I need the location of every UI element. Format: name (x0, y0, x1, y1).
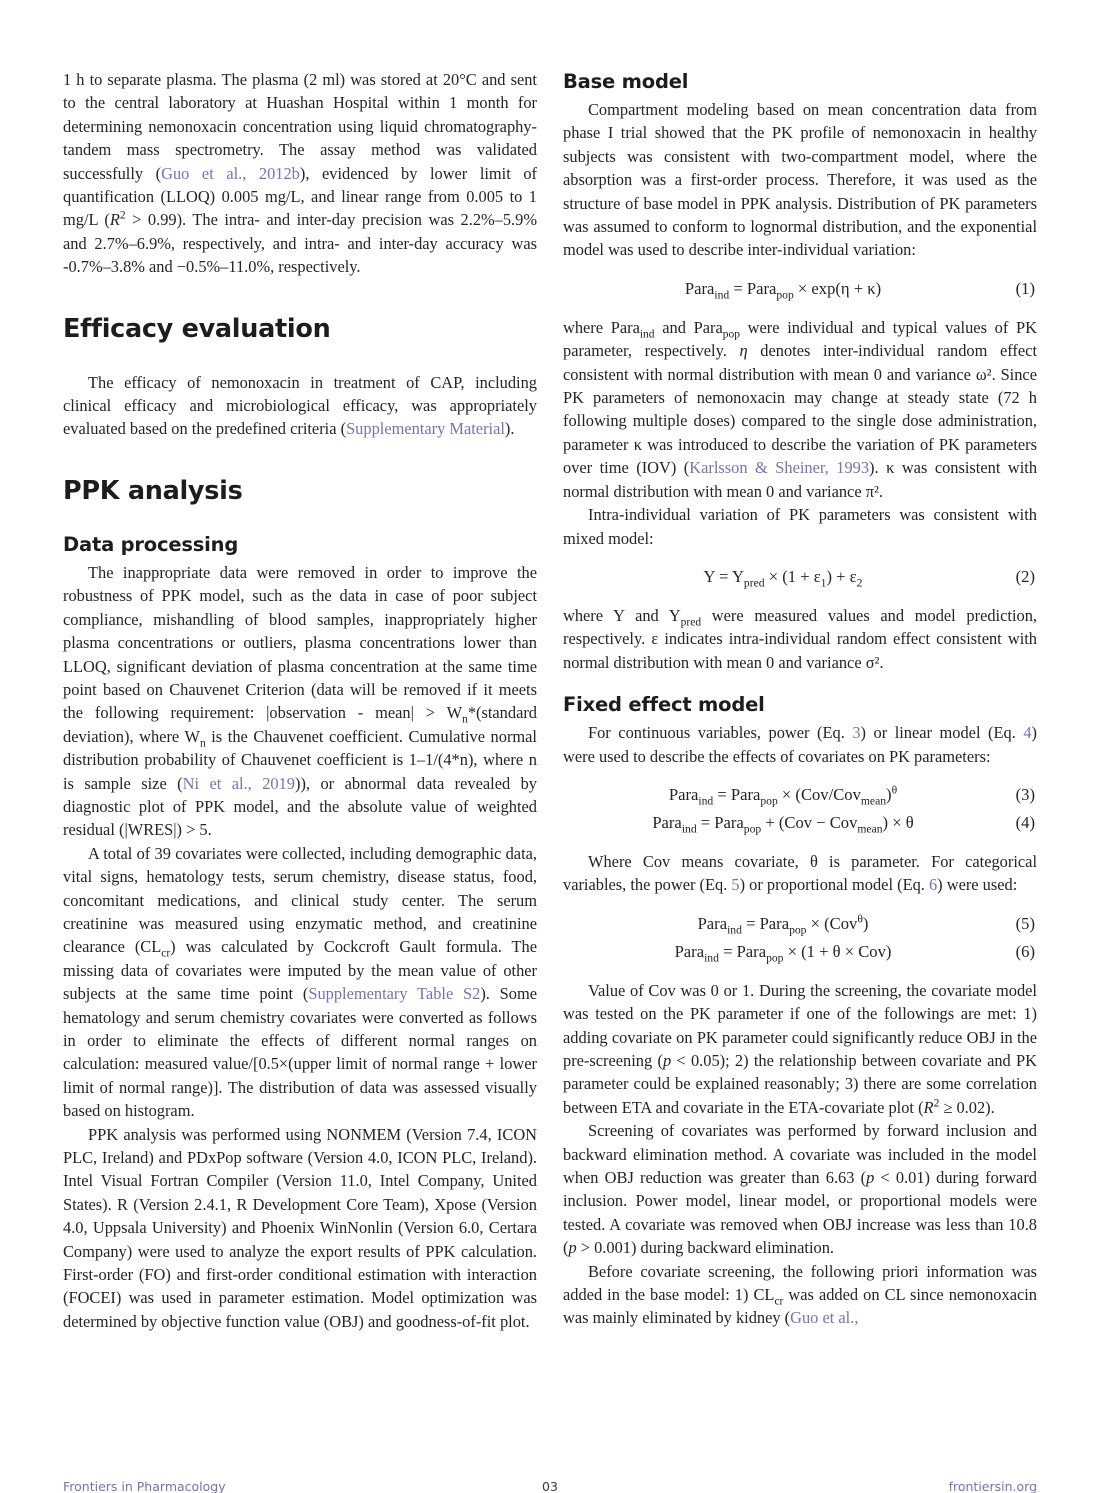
citation-link[interactable]: 4 (1023, 723, 1032, 743)
equation-body: Para$_{ind}$ = Para$_{pop}$ × (Cov$^\theta$) (697, 912, 869, 937)
paragraph: Intra-individual variation of PK parameters was consistent with mixed model: (563, 505, 1037, 548)
equation (563, 783, 1037, 807)
right-column (563, 68, 1037, 1333)
paragraph: A total of 39 covariates were collected, including demographic data, vital signs, hematology tests, serum chemistry, disease status, food, concomitant medications, and clinical study center. The serum creatinine was measured using enzymatic method, and creatinine clearance $(CL_{cr})$ was calculated by Cockcroft Gault formula. The missing data of covariates were imputed by the mean value of other subjects at the same time point (Supplementary Table S2). Some hematology and serum chemistry covariates were converted as follows in order to eliminate the effects of different normal ranges on calculation: measured value/[0.5×(upper limit of normal range + lower limit of normal range)]. The distribution of data was assessed visually based on histogram. (63, 843, 537, 1121)
subsection-heading-base-model: Base model (563, 70, 689, 93)
page-footer (63, 1479, 1037, 1493)
citation-link[interactable]: Supplementary Table S2 (308, 984, 481, 1004)
citation-link[interactable]: 5 (731, 875, 740, 895)
equation-number: (4) (1015, 812, 1035, 832)
paragraph: The efficacy of nemonoxacin in treatment of CAP, including clinical efficacy and microbiological efficacy, was appropriately evaluated based on the predefined criteria (Supplementary Material). (63, 372, 537, 439)
equation-number: (1) (1015, 278, 1035, 298)
footer-website-link[interactable]: frontiersin.org (948, 1479, 1038, 1493)
paragraph: The inappropriate data were removed in order to improve the robustness of PPK model, such as the data in case of poor subject compliance, mishandling of blood samples, inappropriately higher plasma concentrations or outliers, plasma concentrations lower than LLOQ, significant deviation of plasma concentration at the same time point based on Chauvenet Criterion (data will be removed if it meets the following requirement: |observation - mean| > $W_n*(standard$ deviation), where $W_n$ is the Chauvenet coefficient. Cumulative normal distribution probability of Chauvenet coefficient is 1–1/(4*n), where n is sample size (Ni et al., 2019)), or abnormal data revealed by diagnostic plot of PPK model, and the absolute value of weighted residual (|WRES|) > 5. (63, 562, 538, 840)
footer-page-number: 03 (542, 1479, 558, 1493)
subsection-heading-fixed-effect-model: Fixed effect model (563, 693, 765, 717)
citation-link[interactable]: 3 (852, 723, 861, 743)
citation-link[interactable]: Ni et al., 2019 (182, 773, 296, 793)
paragraph: For continuous variables, power (Eq. 3) or linear model (Eq. 4) were used to describe the effects of covariates on PK parameters: (563, 723, 1037, 766)
equation-body: Para$_{ind}$ = Para$_{pop}$ × (1 + θ × Cov) (674, 941, 892, 965)
paragraph: PPK analysis was performed using NONMEM (Version 7.4, ICON PLC, Ireland) and PDxPop software (Version 4.0, ICON PLC, Ireland). Intel Visual Fortran Compiler (Version 11.0, Intel Company, United States). R (Version 2.4.1, R Development Core Team), Xpose (Version 4.0, Uppsala University) and Phoenix WinNonlin (Version 6.0, Certara Company) were used to analyze the export results of PPK calculation. First-order (FO) and first-order conditional estimation with interaction (FOCEI) was used in parameter estimation. Model optimization was determined by objective function value (OBJ) and goodness-of-fit plot. (63, 1124, 537, 1331)
section-heading-ppk-analysis: PPK analysis (63, 475, 243, 506)
equation-body: Para$_{ind}$ = Para$_{pop}$ + (Cov − Cov$_{mean}$) × θ (652, 812, 914, 836)
subsection-heading-data-processing: Data processing (63, 532, 239, 556)
equation (563, 565, 1037, 589)
equation-number: (6) (1015, 941, 1035, 961)
citation-link[interactable]: Guo et al., 2012b (161, 163, 300, 183)
paragraph: where Para$_{ind}$ and Para$_{pop}$ were individual and typical values of PK parameter, respectively. η denotes inter-individual random effect consistent with normal distribution with mean 0 and variance ω². Since PK parameters of nemonoxacin may change at steady state (72 h following multiple doses) compared to the single dose administration, parameter κ was introduced to describe the variation of PK parameters over time (IOV) (Karlsson & Sheiner, 1993). κ was consistent with normal distribution with mean 0 and variance π². (563, 317, 1038, 501)
equation (563, 940, 1037, 964)
equation (563, 277, 1037, 301)
paragraph: where Y and $Y_{pred}$ were measured values and model prediction, respectively. ε indicates intra-individual random effect consistent with normal distribution with mean 0 and variance σ². (563, 605, 1037, 672)
section-heading-efficacy-evaluation: Efficacy evaluation (63, 313, 331, 344)
equation-body: Para$_{ind}$ = Para$_{pop}$ × exp(η + κ) (684, 278, 882, 302)
footer-journal-link[interactable]: Frontiers in Pharmacology (63, 1479, 226, 1493)
equation-number: (5) (1015, 913, 1035, 933)
equation-number: (2) (1015, 566, 1035, 586)
paragraph: Before covariate screening, the following priori information was added in the base model: 1) $CL_{cr}$ was added on CL since nemonoxacin was mainly eliminated by kidney (Guo et al., (563, 1261, 1037, 1328)
equation (563, 912, 1037, 936)
paragraph: Where Cov means covariate, θ is parameter. For categorical variables, the power (Eq. 5) or proportional model (Eq. 6) were used: (563, 851, 1037, 895)
equation (563, 811, 1037, 835)
citation-link[interactable]: Guo et al., (790, 1308, 859, 1328)
citation-link[interactable]: Karlsson & Sheiner, 1993 (689, 458, 870, 478)
citation-link[interactable]: Supplementary Material (346, 419, 505, 439)
equation-number: (3) (1015, 784, 1035, 804)
left-column (63, 68, 537, 1333)
equation-body: Para$_{ind}$ = Para$_{pop}$ × $(Cov/Cov_{mean})^\theta$ (668, 783, 898, 808)
citation-link[interactable]: 6 (928, 875, 938, 895)
equation-body: $Y = Y_{pred} \times (1 + \varepsilon_1) + \varepsilon_2$ (703, 566, 863, 590)
paragraph: Compartment modeling based on mean concentration data from phase I trial showed that the PK profile of nemonoxacin in healthy subjects was consistent with two-compartment model, where the absorption was a first-order process. Therefore, it was used as the structure of base model in PPK analysis. Distribution of PK parameters was assumed to conform to lognormal distribution, and the exponential model was used to describe inter-individual variation: (563, 100, 1037, 260)
paragraph: 1 h to separate plasma. The plasma (2 ml) was stored at 20°C and sent to the central laboratory at Huashan Hospital within 1 month for determining nemonoxacin concentration using liquid chromatography-tandem mass spectrometry. The assay method was validated successfully (Guo et al., 2012b), evidenced by lower limit of quantification (LLOQ) 0.005 mg/L, and linear range from 0.005 to 1 mg/L $(R^2 > 0.99)$. The intra- and inter-day precision was 2.2%–5.9% and 2.7%–6.9%, respectively, and intra- and inter-day accuracy was -0.7%–3.8% and −0.5%–11.0%, respectively. (63, 70, 538, 277)
paragraph: Value of Cov was 0 or 1. During the screening, the covariate model was tested on the PK parameter if one of the followings are met: 1) adding covariate on PK parameter could significantly reduce OBJ in the pre-screening (p < 0.05); 2) the relationship between covariate and PK parameter could be explained reasonably; 3) there are some correlation between ETA and covariate in the ETA-covariate plot $(R^2 \ge 0.02)$. (563, 980, 1037, 1117)
paragraph: Screening of covariates was performed by forward inclusion and backward elimination method. A covariate was included in the model when OBJ reduction was greater than 6.63 (p < 0.01) during forward inclusion. Power model, linear model, or proportional models were tested. A covariate was removed when OBJ increase was less than 10.8 (p > 0.001) during backward elimination. (563, 1121, 1037, 1258)
